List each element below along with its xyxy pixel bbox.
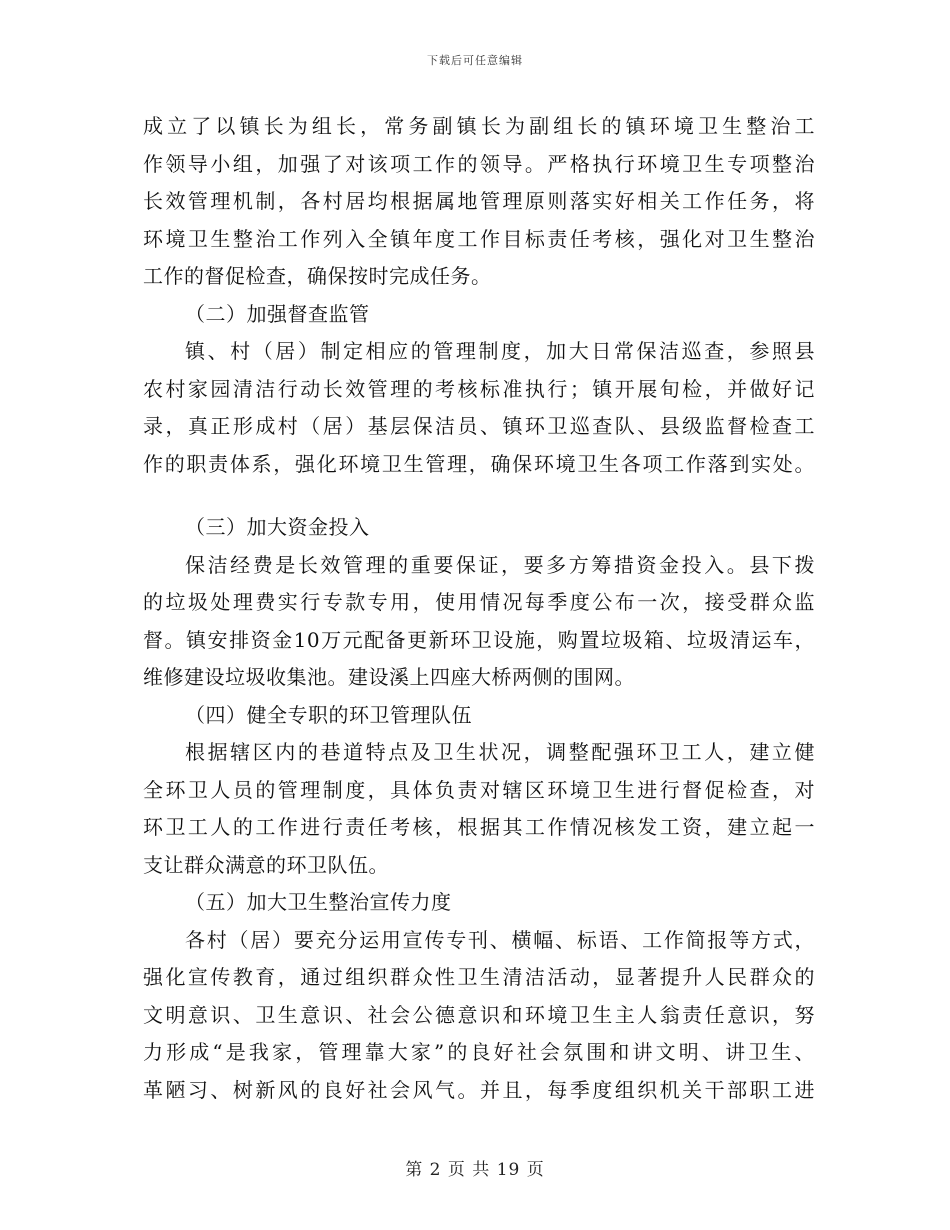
body-line: 文明意识、卫生意识、社会公德意识和环境卫生主人翁责任意识，努 [143,1002,815,1027]
body-line: 作的职责体系，强化环境卫生管理，确保环境卫生各项工作落到实处。 [143,451,815,476]
body-line: 根据辖区内的巷道特点及卫生状况，调整配强环卫工人，建立健 [185,740,815,764]
section-heading-2: （二）加强督查监管 [185,301,370,326]
section-heading-4: （四）健全专职的环卫管理队伍 [185,702,472,727]
body-line: 强化宣传教育，通过组织群众性卫生清洁活动，显著提升人民群众的 [143,965,815,989]
body-line: 成立了以镇长为组长，常务副镇长为副组长的镇环境卫生整治工 [143,114,815,138]
body-line: 维修建设垃圾收集池。建设溪上四座大桥两侧的围网。 [143,665,635,689]
body-line: 全环卫人员的管理制度，具体负责对辖区环境卫生进行督促检查，对 [143,777,815,802]
body-line: 革陋习、树新风的良好社会风气。并且，每季度组织机关干部职工进 [143,1077,815,1102]
body-line: 镇、村（居）制定相应的管理制度，加大日常保洁巡查，参照县 [185,339,815,363]
body-line: 各村（居）要充分运用宣传专刊、横幅、标语、工作简报等方式， [185,927,815,952]
body-line: 工作的督促检查，确保按时完成任务。 [143,264,492,288]
section-heading-5: （五）加大卫生整治宣传力度 [185,890,452,914]
body-line: 的垃圾处理费实行专款专用，使用情况每季度公布一次，接受群众监 [143,590,815,614]
body-line: 督。镇安排资金10万元配备更新环卫设施，购置垃圾箱、垃圾清运车， [143,627,815,652]
paragraph-gap [143,483,815,509]
body-line: 录，真正形成村（居）基层保洁员、镇环卫巡查队、县级监督检查工 [143,414,815,438]
body-line: 支让群众满意的环卫队伍。 [143,852,389,877]
section-heading-3: （三）加大资金投入 [185,515,370,539]
body-line: 作领导小组，加强了对该项工作的领导。严格执行环境卫生专项整治 [143,151,815,176]
body-line: 力形成“是我家，管理靠大家”的良好社会氛围和讲文明、讲卫生、 [143,1040,815,1064]
body-line: 环境卫生整治工作列入全镇年度工作目标责任考核，强化对卫生整治 [143,226,815,251]
document-body [143,108,815,1109]
page-number-footer: 第 2 页 共 19 页 [405,1160,545,1180]
page-header-note: 下载后可任意编辑 [427,54,523,67]
body-line: 长效管理机制，各村居均根据属地管理原则落实好相关工作任务，将 [143,189,815,213]
body-line: 环卫工人的工作进行责任考核，根据其工作情况核发工资，建立起一 [143,815,815,839]
body-line: 农村家园清洁行动长效管理的考核标准执行；镇开展旬检，并做好记 [143,376,815,401]
body-line: 保洁经费是长效管理的重要保证，要多方筹措资金投入。县下拨 [185,552,815,577]
